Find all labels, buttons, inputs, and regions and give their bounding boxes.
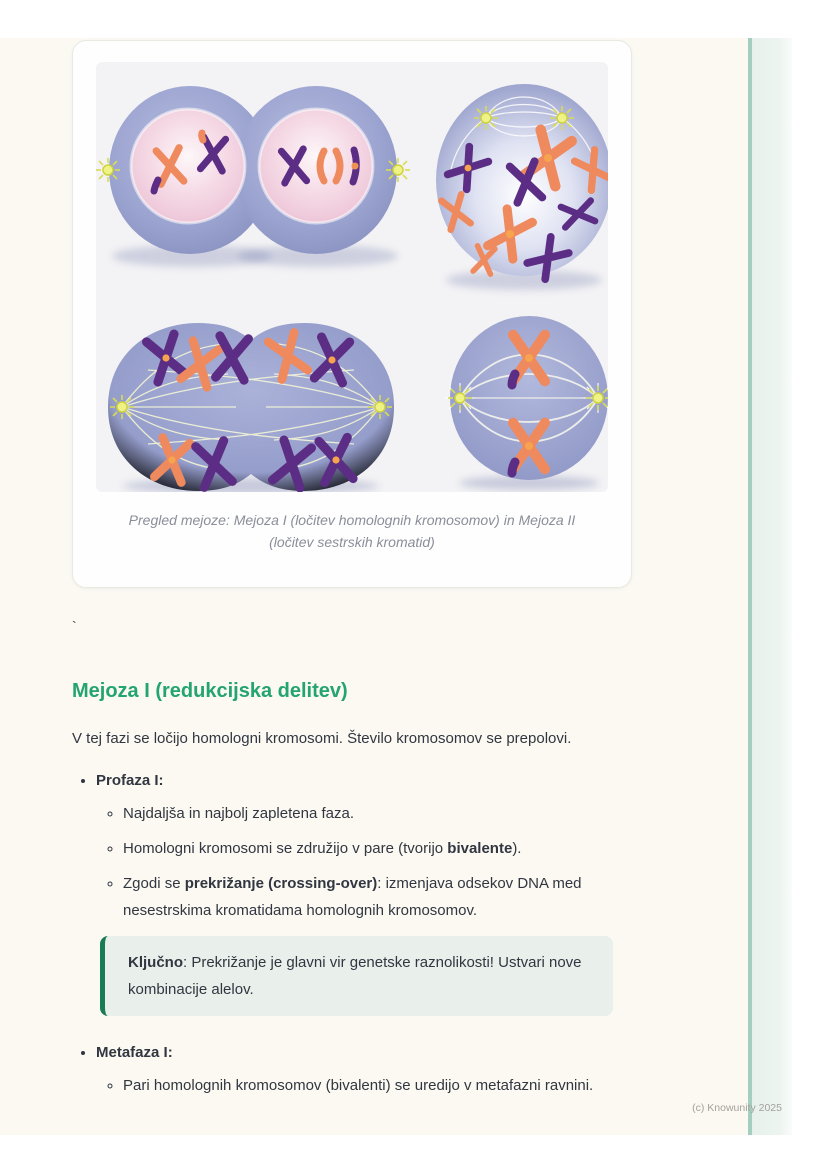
page-right-accent-bar xyxy=(748,38,792,1135)
sub-item: ◦ Najdaljša in najbolj zapletena faza. xyxy=(123,800,623,827)
prophase-cell xyxy=(436,84,608,290)
metafaza-sublist xyxy=(96,1072,634,1099)
anaphase-cell xyxy=(108,323,394,492)
figure-card xyxy=(72,40,632,588)
section-heading: Mejoza I (redukcijska delitev) xyxy=(72,680,348,702)
profaza-sublist xyxy=(96,800,634,924)
key-callout xyxy=(100,936,613,1016)
section-intro: V tej fazi se ločijo homologni kromosomi. Število kromosomov se prepolovi. xyxy=(72,730,572,747)
copyright-notice: (c) Knowunity 2025 xyxy=(692,1102,782,1114)
sub-item: ◦ Homologni kromosomi se združijo v pare (tvorijo bivalente). xyxy=(123,835,623,862)
figure-caption-line1: Pregled mejoze: Mejoza I (ločitev homolognih kromosomov) in Mejoza II xyxy=(128,512,576,528)
callout-label: Ključno xyxy=(128,954,183,971)
metaphase-cell xyxy=(445,316,608,490)
meiosis-diagram-svg xyxy=(96,62,608,492)
content-column xyxy=(72,612,634,1123)
sub-item: ◦ Pari homolognih kromosomov (bivalenti) se uredijo v metafazni ravnini. xyxy=(123,1072,623,1099)
telophase-cell-pair xyxy=(96,86,410,267)
callout-text: : Prekrižanje je glavni vir genetske raznolikosti! Ustvari nove kombinacije alelov. xyxy=(128,954,582,998)
stray-backtick: ` xyxy=(72,618,77,634)
list-item-profaza xyxy=(96,768,634,1016)
meiosis-illustration xyxy=(96,62,608,492)
figure-caption-line2: (ločitev sestrskih kromatid) xyxy=(269,534,435,550)
phase-list xyxy=(72,768,634,1099)
phase-title-profaza: Profaza I: xyxy=(96,772,164,789)
sub-item: ◦ Zgodi se prekrižanje (crossing-over): izmenjava odsekov DNA med nesestrskima kromatidama homolognih kromosomov. xyxy=(123,870,623,924)
phase-title-metafaza: Metafaza I: xyxy=(96,1044,173,1061)
figure-caption xyxy=(93,509,611,553)
list-item-metafaza xyxy=(96,1040,634,1099)
